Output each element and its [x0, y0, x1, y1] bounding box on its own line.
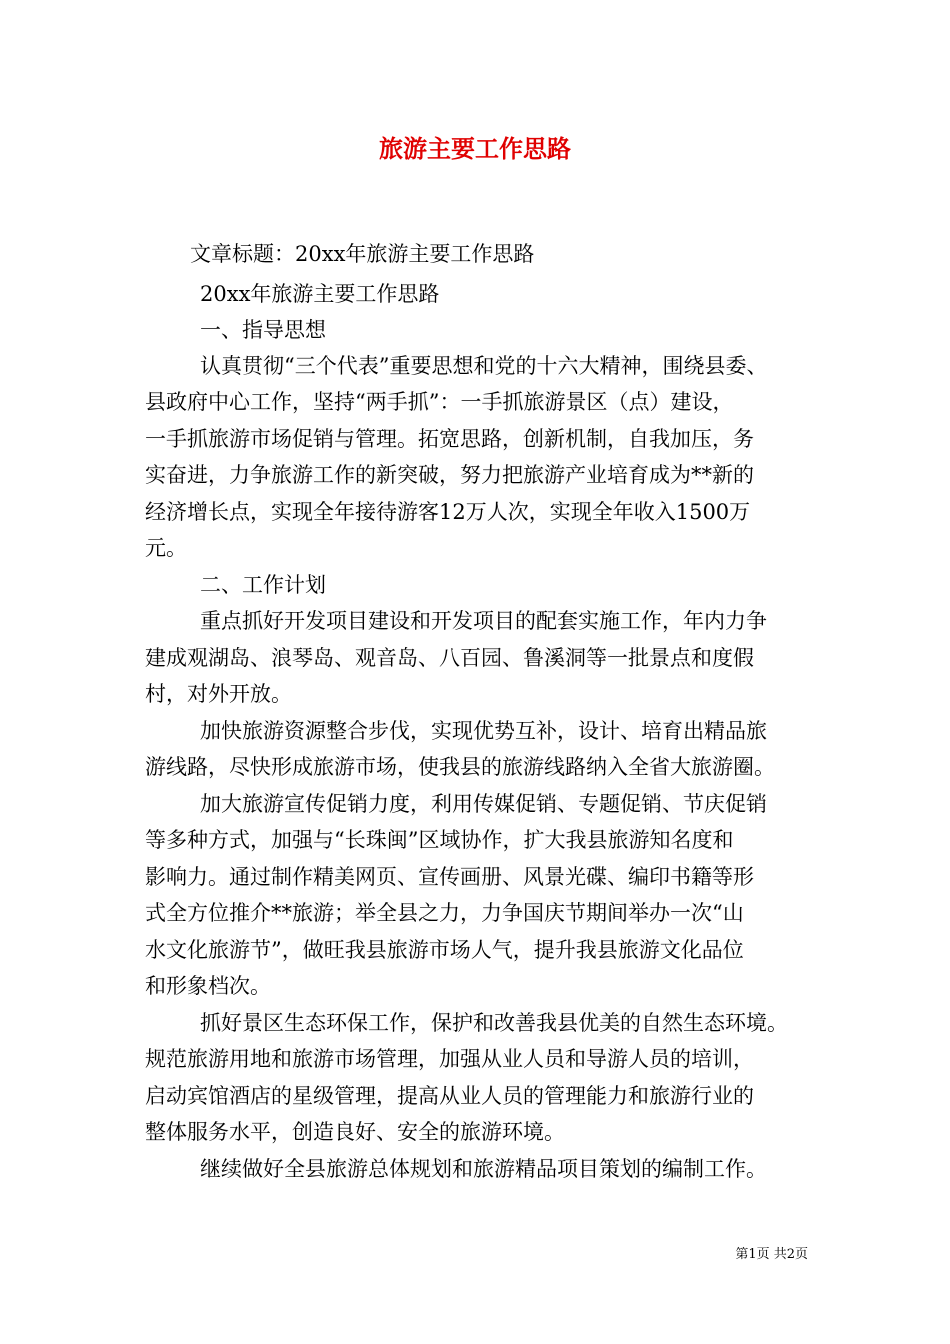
paragraph-line: 抓好景区生态环保工作，保护和改善我县优美的自然生态环境。: [200, 1011, 788, 1035]
paragraph-line: 经济增长点，实现全年接待游客12万人次，实现全年收入1500万: [145, 500, 751, 524]
subtitle-line: 20xx年旅游主要工作思路: [200, 282, 440, 306]
document-title: 旅游主要工作思路: [379, 134, 571, 163]
paragraph-line: 实奋进，力争旅游工作的新突破，努力把旅游产业培育成为**新的: [145, 463, 754, 487]
paragraph-line: 启动宾馆酒店的星级管理，提高从业人员的管理能力和旅游行业的: [145, 1084, 754, 1108]
paragraph-line: 和形象档次。: [145, 974, 271, 998]
section-heading-plan: 二、工作计划: [200, 573, 326, 597]
section-heading-guiding: 一、指导思想: [200, 318, 326, 342]
paragraph-line: 村，对外开放。: [145, 682, 292, 706]
paragraph-line: 影响力。通过制作精美网页、宣传画册、风景光碟、编印书籍等形: [145, 865, 754, 889]
paragraph-line: 整体服务水平，创造良好、安全的旅游环境。: [145, 1120, 565, 1144]
article-title-line: 文章标题：20xx年旅游主要工作思路: [190, 242, 535, 266]
paragraph-line: 规范旅游用地和旅游市场管理，加强从业人员和导游人员的培训，: [145, 1047, 754, 1071]
paragraph-line: 等多种方式，加强与“长珠闽”区域协作，扩大我县旅游知名度和: [145, 828, 734, 852]
paragraph-line: 式全方位推介**旅游；举全县之力，力争国庆节期间举办一次“山: [145, 901, 744, 925]
paragraph-line: 建成观湖岛、浪琴岛、观音岛、八百园、鲁溪洞等一批景点和度假: [145, 646, 754, 670]
paragraph-line: 水文化旅游节”，做旺我县旅游市场人气，提升我县旅游文化品位: [145, 938, 744, 962]
paragraph-line: 认真贯彻“三个代表”重要思想和党的十六大精神，围绕县委、: [200, 354, 768, 378]
paragraph-line: 继续做好全县旅游总体规划和旅游精品项目策划的编制工作。: [200, 1157, 767, 1181]
paragraph-line: 元。: [145, 536, 187, 560]
paragraph-line: 游线路，尽快形成旅游市场，使我县的旅游线路纳入全省大旅游圈。: [145, 755, 775, 779]
paragraph-line: 加大旅游宣传促销力度，利用传媒促销、专题促销、节庆促销: [200, 792, 767, 816]
paragraph-line: 重点抓好开发项目建设和开发项目的配套实施工作，年内力争: [200, 609, 767, 633]
paragraph-line: 加快旅游资源整合步伐，实现优势互补，设计、培育出精品旅: [200, 719, 767, 743]
page-number-footer: 第1页 共2页: [735, 1247, 808, 1262]
paragraph-line: 一手抓旅游市场促销与管理。拓宽思路，创新机制，自我加压，务: [145, 427, 754, 451]
paragraph-line: 县政府中心工作，坚持“两手抓”：一手抓旅游景区（点）建设，: [145, 390, 734, 414]
